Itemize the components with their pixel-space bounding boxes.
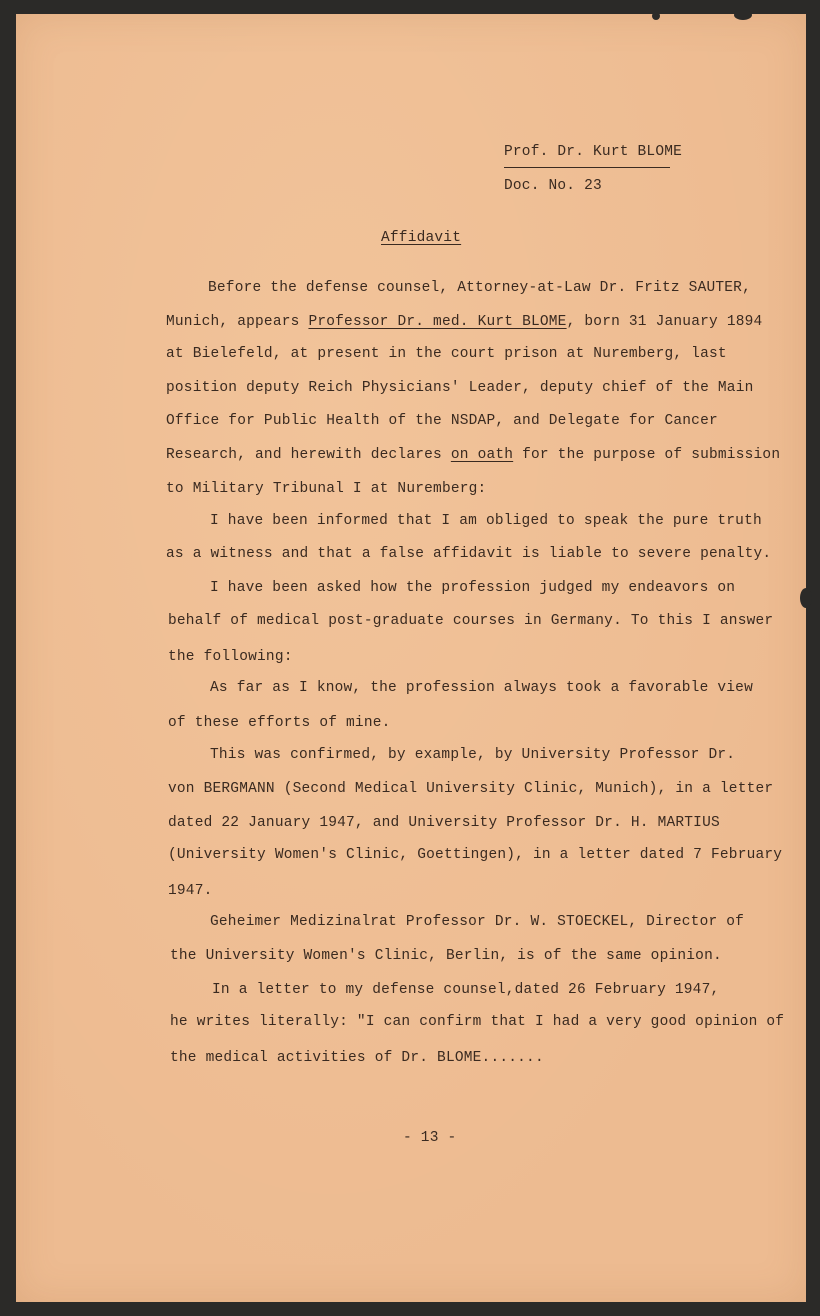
header-rule [504, 167, 670, 168]
page-number: - 13 - [403, 1130, 457, 1146]
body-line: dated 22 January 1947, and University Professor Dr. H. MARTIUS [168, 815, 720, 831]
body-line: the medical activities of Dr. BLOME....... [170, 1050, 544, 1066]
body-line: 1947. [168, 883, 213, 899]
body-line: von BERGMANN (Second Medical University Clinic, Munich), in a letter [168, 781, 774, 797]
body-line: of these efforts of mine. [168, 715, 391, 731]
body-line: Research, and herewith declares on oath for the purpose of submission [166, 447, 781, 463]
body-line: at Bielefeld, at present in the court prison at Nuremberg, last [166, 346, 727, 362]
body-line: the University Women's Clinic, Berlin, is of the same opinion. [170, 948, 722, 964]
body-line: behalf of medical post-graduate courses in Germany. To this I answer [168, 613, 774, 629]
body-line: to Military Tribunal I at Nuremberg: [166, 481, 487, 497]
body-line: I have been asked how the profession judged my endeavors on [210, 580, 736, 596]
doc-author: Prof. Dr. Kurt BLOME [504, 144, 683, 160]
body-line: Office for Public Health of the NSDAP, and Delegate for Cancer [166, 413, 718, 429]
body-line: Before the defense counsel, Attorney-at-Law Dr. Fritz SAUTER, [208, 280, 751, 296]
doc-number: Doc. No. 23 [504, 178, 602, 194]
body-line: Geheimer Medizinalrat Professor Dr. W. STOECKEL, Director of [210, 914, 745, 930]
torn-edge-top [734, 10, 752, 20]
torn-edge-top-small [652, 12, 660, 20]
body-line: position deputy Reich Physicians' Leader, deputy chief of the Main [166, 380, 754, 396]
body-line: This was confirmed, by example, by University Professor Dr. [210, 747, 736, 763]
body-line: the following: [168, 649, 293, 665]
underlined-name: Professor Dr. med. Kurt BLOME [308, 314, 567, 330]
torn-edge-right [800, 588, 812, 608]
body-line: he writes literally: "I can confirm that I had a very good opinion of [170, 1014, 785, 1030]
page-title: Affidavit [381, 230, 462, 246]
body-line: (University Women's Clinic, Goettingen), in a letter dated 7 February [168, 847, 783, 863]
body-line: In a letter to my defense counsel,dated 26 February 1947, [212, 982, 720, 998]
underlined-oath: on oath [450, 447, 514, 463]
body-line: As far as I know, the profession always took a favorable view [210, 680, 753, 696]
document-page [16, 14, 806, 1302]
body-line: Munich, appears Professor Dr. med. Kurt BLOME, born 31 January 1894 [166, 314, 763, 330]
body-line: I have been informed that I am obliged to speak the pure truth [210, 513, 762, 529]
body-line: as a witness and that a false affidavit is liable to severe penalty. [166, 546, 772, 562]
